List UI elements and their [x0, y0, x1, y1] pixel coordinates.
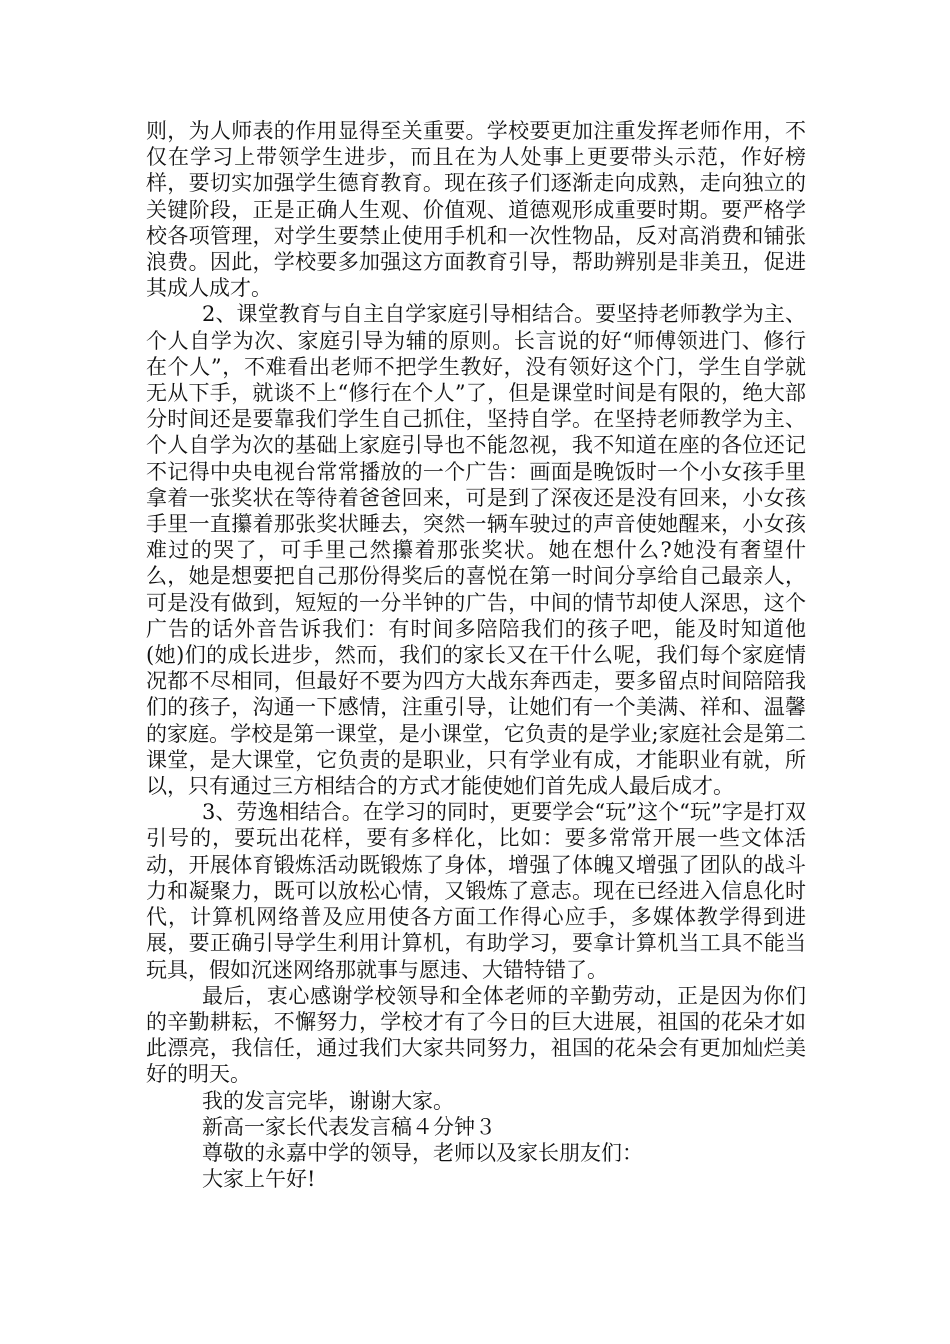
paragraph-role-model: 则，为人师表的作用显得至关重要。学校要更加注重发挥老师作用，不仅在学习上带领学生进步，而且在为人处事上更要带头示范，作好榜样，要切实加强学生德育教育。现在孩子们逐渐走向成熟，走向独立的关键阶段，正是正确人生观、价值观、道德观形成重要时期。要严格学校各项管理，对学生要禁止使用手机和一次性物品，反对高消费和铺张浪费。因此，学校要多加强这方面教育引导，帮助辨别是非美丑，促进其成人成才。 [146, 119, 806, 301]
salutation-line: 尊敬的永嘉中学的领导，老师以及家长朋友们： [202, 1140, 643, 1165]
paragraph-work-rest: 3、劳逸相结合。在学习的同时，更要学会“玩”这个“玩”字是打双引号的，要玩出花样，要有多样化，比如：要多常常开展一些文体活动，开展体育锻炼活动既锻炼了身体，增强了体魄又增强了团队的战斗力和凝聚力，既可以放松心情，又锻炼了意志。现在已经进入信息化时代，计算机网络普及应用使各方面工作得心应手，多媒体教学得到进展，要正确引导学生利用计算机，有助学习，要拿计算机当工具不能当玩具，假如沉迷网络那就事与愿违、大错特错了。 [146, 800, 806, 982]
closing-line: 我的发言完毕，谢谢大家。 [202, 1088, 454, 1113]
section-heading: 新高一家长代表发言稿４分钟３ [202, 1114, 496, 1139]
paragraph-classroom-family: 2、课堂教育与自主自学家庭引导相结合。要坚持老师教学为主、个人自学为次、家庭引导为辅的原则。长言说的好“师傅领进门、修行在个人”，不难看出老师不把学生教好，没有领好这个门，学生自学就无从下手，就谈不上“修行在个人”了，但是课堂时间是有限的，绝大部分时间还是要靠我们学生自己抓住，坚持自学。在坚持老师教学为主、个人自学为次的基础上家庭引导也不能忽视，我不知道在座的各位还记不记得中央电视台常常播放的一个广告：画面是晚饭时一个小女孩手里拿着一张奖状在等待着爸爸回来，可是到了深夜还是没有回来，小女孩手里一直攥着那张奖状睡去，突然一辆车驶过的声音使她醒来，小女孩难过的哭了，可手里己然攥着那张奖状。她在想什么?她没有奢望什么，她是想要把自己那份得奖后的喜悦在第一时间分享给自己最亲人，可是没有做到，短短的一分半钟的广告，中间的情节却使人深思，这个广告的话外音告诉我们：有时间多陪陪我们的孩子吧，能及时知道他(她)们的成长进步，然而，我们的家长又在干什么呢，我们每个家庭情况都不尽相同，但最好不要为四方大战东奔西走，要多留点时间陪陪我们的孩子，沟通一下感情，注重引导，让她们有一个美满、祥和、温馨的家庭。学校是第一课堂，是小课堂，它负责的是学业;家庭社会是第二课堂，是大课堂，它负责的是职业，只有学业有成，才能职业有就，所以，只有通过三方相结合的方式才能使她们首先成人最后成才。 [146, 302, 806, 799]
greeting-line: 大家上午好! [202, 1167, 316, 1192]
document-body [146, 118, 806, 1192]
paragraph-thanks: 最后，衷心感谢学校领导和全体老师的辛勤劳动，正是因为你们的辛勤耕耘，不懈努力，学校才有了今日的巨大进展，祖国的花朵才如此漂亮，我信任，通过我们大家共同努力，祖国的花朵会有更加灿烂美好的明天。 [146, 983, 806, 1087]
